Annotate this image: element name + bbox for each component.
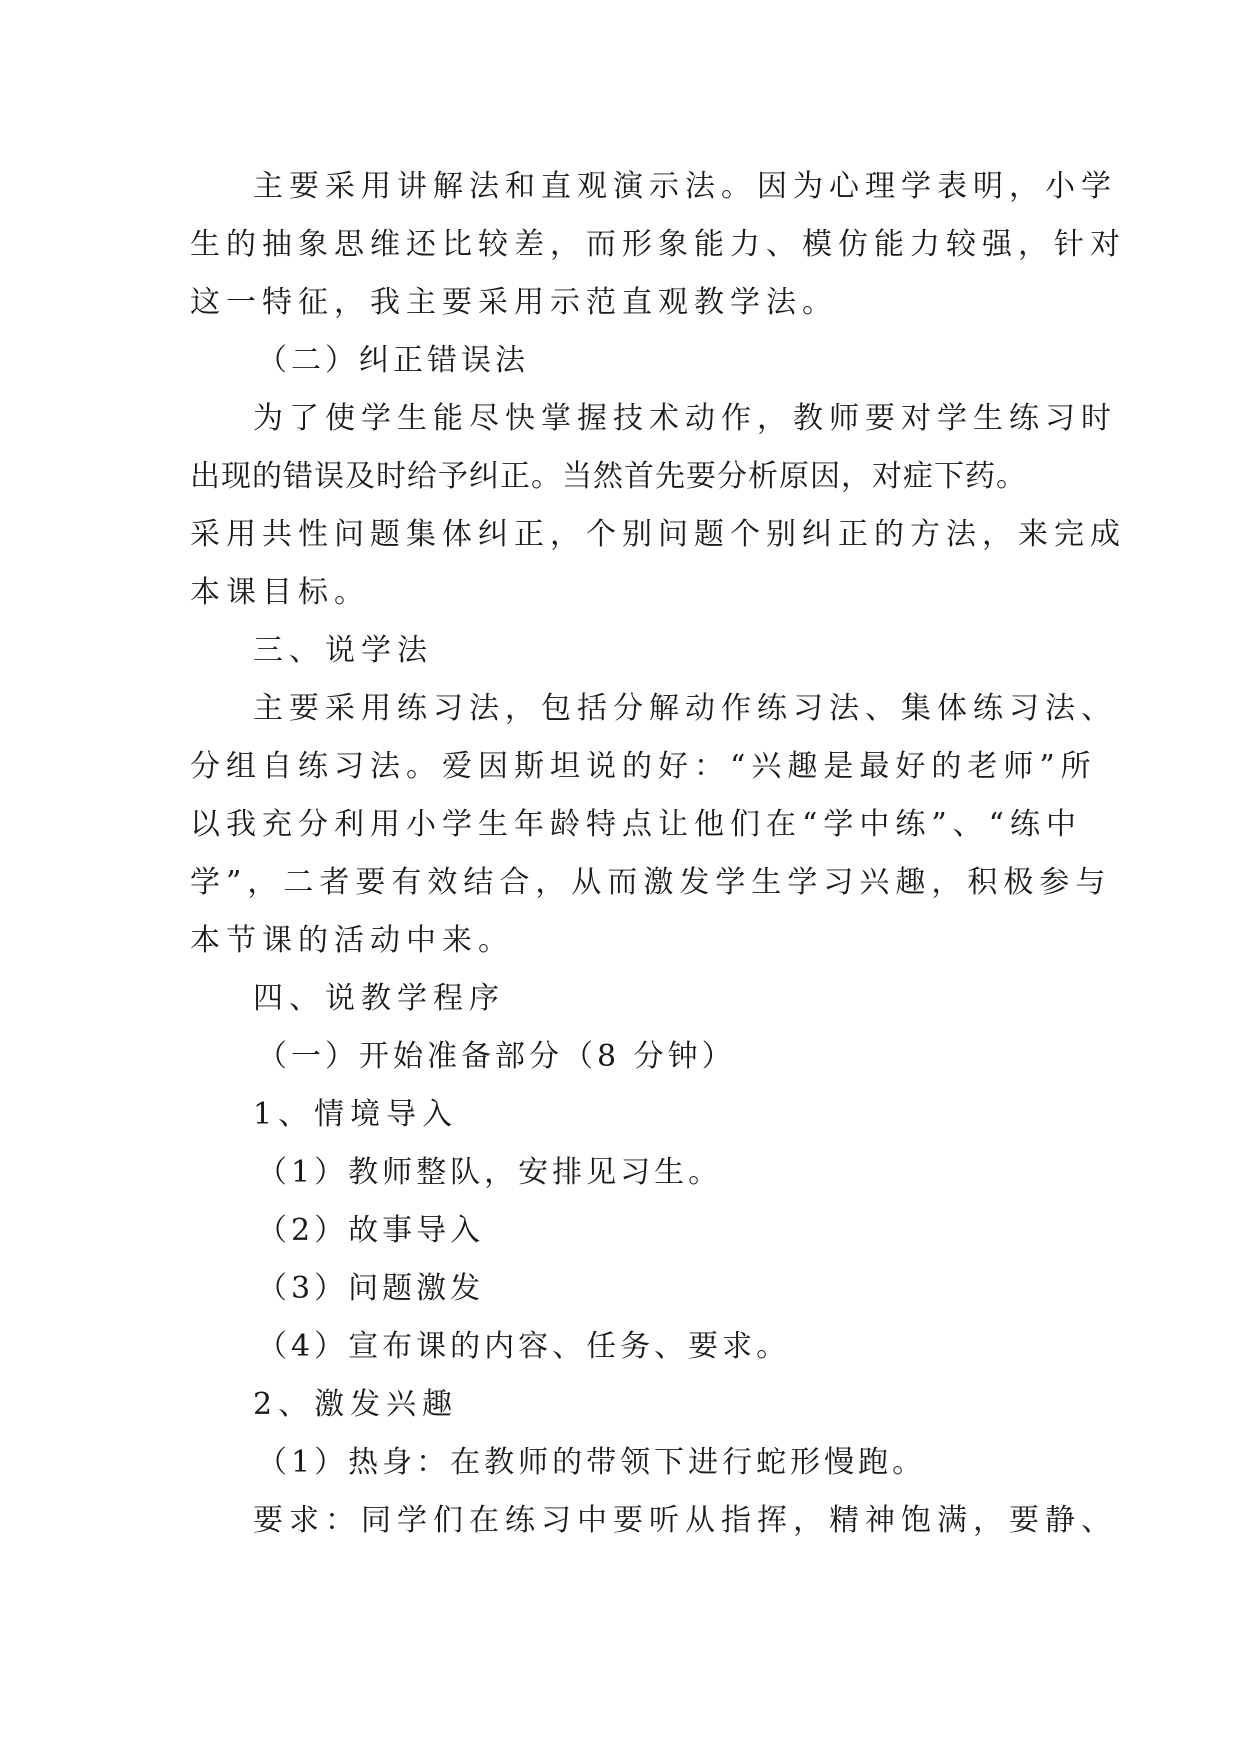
paragraph-line: 学”，二者要有效结合，从而激发学生学习兴趣，积极参与 [190,865,1112,900]
paragraph-line: 采用共性问题集体纠正，个别问题个别纠正的方法，来完成 [190,517,1126,552]
section-heading: 四、说教学程序 [253,981,505,1016]
list-heading: 1、情境导入 [253,1097,459,1132]
paragraph-line: 为了使学生能尽快掌握技术动作，教师要对学生练习时 [253,401,1117,436]
paragraph-line: 分组自练习法。爱因斯坦说的好：“兴趣是最好的老师”所 [190,749,1097,784]
list-item: （4）宣布课的内容、任务、要求。 [257,1329,791,1364]
subsection-heading: （一）开始准备部分（8 分钟） [257,1039,736,1074]
paragraph-line: 主要采用练习法，包括分解动作练习法、集体练习法、 [253,691,1117,726]
list-item: （2）故事导入 [257,1213,485,1248]
paragraph-line: 以我充分利用小学生年龄特点让他们在“学中练”、“练中 [190,807,1083,842]
list-heading: 2、激发兴趣 [253,1387,459,1422]
paragraph-line: 出现的错误及时给予纠正。当然首先要分析原因，对症下药。 [190,459,1027,494]
section-heading: （二）纠正错误法 [257,343,529,378]
list-item: （3）问题激发 [257,1271,485,1306]
section-heading: 三、说学法 [253,633,433,668]
paragraph-line: 这一特征，我主要采用示范直观教学法。 [190,285,838,320]
list-item: （1）热身：在教师的带领下进行蛇形慢跑。 [257,1445,927,1480]
paragraph-line: 要求：同学们在练习中要听从指挥，精神饱满，要静、 [253,1503,1117,1538]
list-item: （1）教师整队，安排见习生。 [257,1155,723,1190]
paragraph-line: 本课目标。 [190,575,370,610]
paragraph-line: 本节课的活动中来。 [190,923,514,958]
paragraph-line: 生的抽象思维还比较差，而形象能力、模仿能力较强，针对 [190,227,1126,262]
paragraph-line: 主要采用讲解法和直观演示法。因为心理学表明，小学 [253,169,1117,204]
